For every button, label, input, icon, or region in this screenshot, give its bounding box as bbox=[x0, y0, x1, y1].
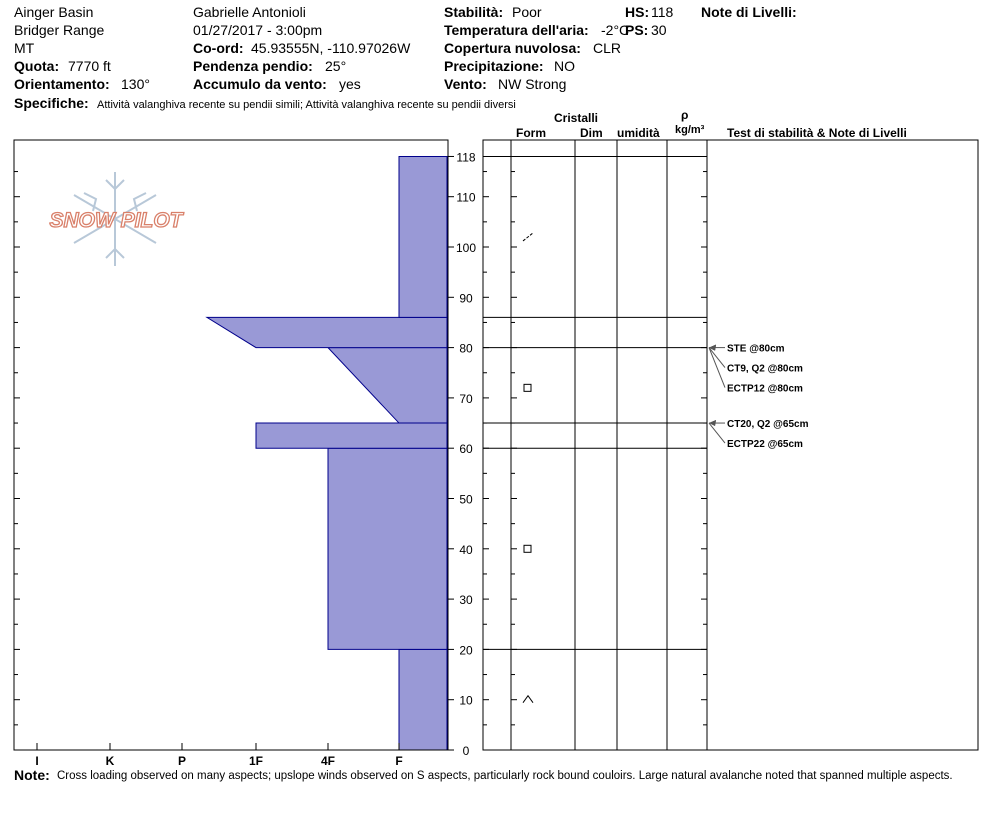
precip-label: Precipitazione: bbox=[444, 58, 544, 74]
height-tick-label: 118 bbox=[456, 150, 476, 165]
grain-symbol-depth-hoar bbox=[523, 696, 533, 703]
hardness-layer bbox=[399, 156, 447, 317]
hs-value: 118 bbox=[651, 4, 674, 20]
snowpilot-logo: SNOW PILOT bbox=[49, 209, 183, 232]
layer-boundaries bbox=[483, 156, 707, 649]
coord-value: 45.93555N, -110.97026W bbox=[251, 40, 411, 56]
elevation-value: 7770 ft bbox=[68, 58, 111, 74]
specifics-value: Attività valanghiva recente su pendii simili; Attività valanghiva recente su pendii diversi bbox=[97, 99, 516, 111]
hardness-layer bbox=[328, 448, 447, 649]
rho-header: ρ bbox=[681, 108, 689, 122]
grain-forms bbox=[523, 233, 533, 703]
ps-label: PS: bbox=[625, 22, 649, 38]
height-tick-label: 30 bbox=[459, 593, 473, 608]
stability-tests bbox=[709, 344, 809, 450]
hardness-axis bbox=[35, 743, 402, 768]
stability-test-label: CT9, Q2 @80cm bbox=[727, 363, 803, 375]
hardness-layer bbox=[256, 423, 447, 448]
height-tick-label: 40 bbox=[459, 542, 473, 557]
wind-loading-label: Accumulo da vento: bbox=[193, 76, 327, 92]
height-tick-label: 70 bbox=[459, 391, 473, 406]
test-arrow-line bbox=[709, 423, 725, 443]
stability-label: Stabilità: bbox=[444, 4, 504, 20]
hardness-layer bbox=[328, 348, 447, 423]
wind-label: Vento: bbox=[444, 76, 487, 92]
hardness-layer bbox=[399, 649, 447, 750]
range: Bridger Range bbox=[14, 22, 105, 38]
slope-value: 25° bbox=[325, 58, 347, 74]
height-tick-label: 100 bbox=[455, 241, 477, 255]
ps-value: 30 bbox=[651, 22, 667, 38]
hardness-tick-label: K bbox=[105, 754, 115, 768]
wind-value: NW Strong bbox=[498, 76, 567, 92]
moisture-header: umidità bbox=[617, 126, 660, 140]
slope-label: Pendenza pendio: bbox=[193, 58, 313, 74]
precip-value: NO bbox=[554, 58, 575, 74]
form-header: Form bbox=[516, 126, 546, 140]
height-tick-label: 80 bbox=[459, 341, 473, 356]
coord-label: Co-ord: bbox=[193, 40, 244, 56]
hardness-tick-label: I bbox=[35, 754, 39, 768]
stability-test-label: ECTP22 @65cm bbox=[727, 439, 803, 451]
stability-value: Poor bbox=[512, 4, 542, 20]
stability-test-label: STE @80cm bbox=[727, 343, 785, 355]
height-tick-label: 110 bbox=[456, 190, 476, 205]
height-tick-label: 20 bbox=[459, 643, 473, 658]
height-tick-label: 90 bbox=[459, 291, 473, 306]
wind-loading-value: yes bbox=[339, 76, 361, 92]
hardness-tick-label: F bbox=[395, 754, 403, 768]
layer-notes-label: Note di Livelli: bbox=[701, 4, 797, 20]
size-header: Dim bbox=[580, 126, 603, 140]
elevation-label: Quota: bbox=[14, 58, 60, 74]
specifics-label: Specifiche: bbox=[14, 95, 89, 111]
test-arrow-line bbox=[709, 348, 725, 388]
note-label: Note: bbox=[14, 767, 50, 783]
note-text: Cross loading observed on many aspects; upslope winds observed on S aspects, particularly rock bound couloirs. Large natural avalanche noted that spanned multiple aspects. bbox=[57, 770, 953, 782]
hardness-tick-label: P bbox=[177, 754, 187, 768]
hardness-bars bbox=[207, 156, 447, 750]
air-temp-value: -2°C bbox=[601, 22, 630, 38]
test-arrow-line bbox=[709, 348, 725, 368]
density-unit-header: kg/m³ bbox=[675, 124, 705, 136]
crystals-header: Cristalli bbox=[554, 111, 599, 125]
stability-test-label: ECTP12 @80cm bbox=[727, 383, 803, 395]
height-tick-label: 50 bbox=[459, 492, 473, 507]
grain-symbol-precip bbox=[523, 233, 533, 241]
hs-label: HS: bbox=[625, 4, 650, 20]
height-tick-label: 10 bbox=[459, 693, 473, 708]
aspect-label: Orientamento: bbox=[14, 76, 110, 92]
tests-header: Test di stabilità & Note di Livelli bbox=[727, 126, 907, 140]
location: Ainger Basin bbox=[14, 4, 94, 20]
hardness-layer bbox=[207, 317, 447, 347]
grain-symbol-faceted bbox=[524, 545, 531, 552]
stability-test-label: CT20, Q2 @65cm bbox=[727, 419, 809, 431]
hardness-tick-label: 1F bbox=[248, 754, 264, 768]
aspect-value: 130° bbox=[121, 76, 150, 92]
sky-value: CLR bbox=[593, 40, 622, 56]
hardness-tick-label: 4F bbox=[320, 754, 336, 768]
height-tick-label: 60 bbox=[459, 442, 473, 457]
height-tick-label: 0 bbox=[462, 744, 470, 758]
grain-symbol-faceted bbox=[524, 384, 531, 391]
sky-label: Copertura nuvolosa: bbox=[444, 40, 581, 56]
observer: Gabrielle Antonioli bbox=[193, 4, 306, 20]
air-temp-label: Temperatura dell'aria: bbox=[444, 22, 589, 38]
state: MT bbox=[14, 40, 35, 56]
datetime: 01/27/2017 - 3:00pm bbox=[193, 22, 323, 38]
